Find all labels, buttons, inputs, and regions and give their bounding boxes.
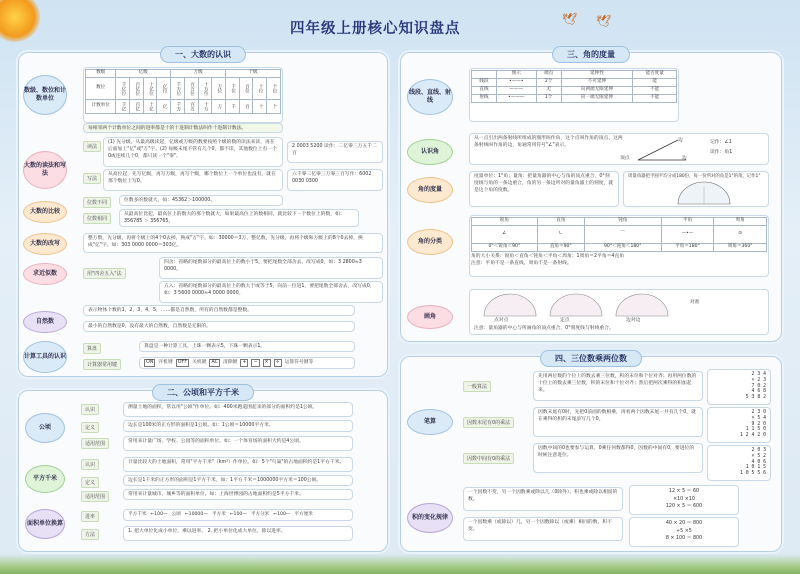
line-figure: ———: [496, 87, 536, 95]
change-example-2: [629, 517, 739, 547]
digit-cell: 百位: [239, 78, 253, 100]
off-key-label: 关机键: [192, 359, 207, 365]
compare-tag-diff: 位数不同: [83, 197, 111, 208]
abacus-tag: 算盘: [83, 343, 101, 354]
table-cell: 向一端无限延伸: [561, 95, 633, 103]
draw-angle-box: [469, 289, 769, 335]
table-cell: 能: [633, 79, 677, 87]
area-unit: 平方厘米: [294, 511, 313, 517]
digit-cell: 百万位: [184, 78, 198, 100]
digit-cell: 十位: [253, 78, 267, 100]
unit-cell: 百亿: [130, 100, 144, 114]
class-name: 锐角: [472, 218, 538, 226]
section-big-numbers: [18, 52, 388, 377]
topic-label-classify: 角的分类: [407, 229, 453, 255]
write-tag: 写法: [83, 173, 101, 184]
digit-cell: 千万位: [171, 78, 185, 100]
ac-key-label: 清除键: [223, 359, 238, 365]
natural-text-1: 表示物体个数的1，2，3，4，5，……都是自然数，所有的自然数都是整数。: [83, 305, 355, 316]
digit-cell: 百亿位: [130, 78, 144, 100]
method-text-2: 因数中间的0也要参与运算，0乘任何数都得0，因数的中间有0，要进位的时候注意进位。: [533, 443, 703, 473]
off-key: OFF: [176, 359, 189, 368]
ha-text-0: 测量土地的面积，常以用"公顷"作单位。如：400米跑道围起来的部分的面积约是1公顷。: [123, 402, 353, 417]
method-text-1: 因数末尾有0时，先把0前面的数相乘，再看两个因数末尾一共有几个0，就在乘得的积的末尾添写几个0。: [533, 407, 703, 437]
level-cell: 万级: [171, 70, 226, 78]
calc-line: 4 0 6: [751, 459, 766, 465]
topic-label-hectare: 公顷: [25, 413, 65, 443]
method-tag-0: 一般算法: [463, 381, 491, 392]
side-label: 边: [678, 138, 683, 143]
on-key-label: 开机键: [158, 359, 173, 365]
unit-cell: 百: [239, 100, 253, 114]
row-header: 数位: [86, 78, 116, 100]
bird-icon: 🕊: [596, 14, 612, 28]
topic-label-approx: 求近似数: [23, 263, 67, 285]
step-label: 点对点: [494, 318, 509, 323]
calc-line: 120 × 5 ＝ 600: [665, 504, 703, 510]
calc-line: 8 × 100 ＝ 800: [665, 536, 703, 542]
page-title: 四年级上册核心知识盘点: [290, 20, 461, 37]
ha-text-2: 常用来计量广场、学校、公园等的面积单位。如：一个体育场的面积大约是4公顷。: [123, 436, 353, 451]
topic-label-lines: 线段、直线、射线: [407, 79, 453, 115]
conversion-chain: [123, 509, 353, 521]
segment-figure: •——•: [496, 79, 536, 87]
topic-label-read-write: 大数的读法和写法: [23, 151, 67, 189]
digit-cell: 十万位: [198, 78, 212, 100]
topic-label-written: 笔算: [407, 409, 453, 435]
angle-name: 记作：∠1: [710, 140, 732, 145]
class-name: 平角: [661, 218, 714, 226]
minus-key: −: [251, 359, 259, 368]
write-rule: 从高位起，先写亿级，再写万级，再写个级，哪个数位上一个单位也没有，就在那个数位上写0。: [103, 169, 283, 191]
class-note: 注意：平角不是一条直线，周角不是一条射线。: [471, 260, 572, 266]
calc-line: 12 × 5 ＝ 60: [668, 489, 700, 494]
obtuse-angle-figure: ⌒: [584, 226, 661, 244]
ha-tag-1: 定义: [81, 422, 99, 433]
class-name: 直角: [537, 218, 584, 226]
topic-label-compare: 大数的比较: [23, 201, 67, 223]
calc-line: × 5 2: [751, 453, 766, 459]
unit-cell: 万: [212, 100, 226, 114]
digit-cell: 个位: [267, 78, 281, 100]
topic-label-angle: 认识角: [407, 139, 453, 165]
read-rule: (1) 先分级，从最高级读起，亿级或万级的数要按照个级的数的读法来读，再在后面加上"亿"或"万"字。(2) 每级末尾不管有几个0，都不读，其他数位上有一个0或连续几个0，都只读一个"零"。: [103, 137, 283, 167]
unit-cell: 十亿: [143, 100, 157, 114]
area-unit: 平方千米: [128, 511, 147, 517]
col-head: 图示: [496, 71, 536, 79]
on-key: ON: [144, 359, 155, 368]
approx-round-up: 五入：省略的尾数部分的最高位上的数大于或等于5，向前一位进1，要把尾数全部舍去，改写成0，如：3 5600 0000≈4 0000 0000。: [159, 281, 383, 303]
unit-cell: 千万: [171, 100, 185, 114]
calculator-keys: [139, 357, 355, 369]
calc-line: 9 2 0: [751, 421, 766, 427]
conversion-rate: ←100—: [150, 511, 168, 517]
angle-read: 读作：角1: [710, 150, 733, 155]
right-angle-figure: ∟: [537, 226, 584, 244]
calc-line: 5 3 8 2: [745, 395, 766, 400]
class-range: 直角＝90°: [537, 244, 584, 252]
abacus-text: 算盘是一种计算工具，上珠一颗表示5，下珠一颗表示1。: [139, 341, 355, 352]
topic-label-product-change: 积的变化规律: [407, 503, 453, 533]
table-cell: 射线: [472, 95, 497, 103]
table-cell: 不能: [633, 87, 677, 95]
digit-cell: 千亿位: [116, 78, 130, 100]
full-angle-figure: ⊙: [714, 226, 767, 244]
side-label: 边: [682, 156, 687, 161]
km-tag-0: 认识: [81, 459, 99, 470]
area-unit: 平方分米: [250, 511, 270, 517]
calc-line: 2 3 0: [751, 410, 766, 415]
change-example-1: [629, 485, 739, 515]
table-cell: 1个: [536, 95, 561, 103]
angle-classes: [469, 215, 769, 277]
times-key: ×: [263, 359, 271, 368]
operator-keys-label: 运算符号键等: [284, 359, 314, 365]
method-tag-1: 因数末尾有0的乘法: [463, 417, 514, 428]
topic-label-units: 数级、数位和计数单位: [23, 75, 67, 115]
measure-text: 度量单位：1°角；量角：把量角器的中心与角的顶点重合，0°刻度线与角的一条边重合，角的另一条边所对的量角器上的刻度，就是这个角的度数。: [469, 171, 619, 207]
calc-line: ×10 ×10: [673, 496, 695, 502]
level-cell: 亿级: [116, 70, 171, 78]
km-text-2: 常用来计量城市、城乡等的面积单位。如：上海世博园的占地面积约是5平方千米。: [123, 489, 353, 500]
class-range: 平角＝180°: [661, 244, 714, 252]
conversion-rate: ←100—: [273, 511, 291, 517]
table-cell: 向两端无限延伸: [561, 87, 633, 95]
plus-key: +: [240, 359, 248, 368]
ac-key: AC: [209, 359, 220, 368]
natural-text-2: 最小的自然数是0，没有最大的自然数，自然数是无限的。: [83, 321, 355, 332]
approx-round-down: 四舍：省略的尾数部分的最高位上的数小于5，要把尾数全部舍去，改写成0，如：3 2800≈3 0000。: [159, 257, 383, 279]
divide-key: ÷: [274, 359, 282, 368]
conv-tag-method: 方法: [81, 529, 99, 540]
area-unit: 公顷: [171, 511, 181, 517]
method-tag-2: 因数中间有0的乘法: [463, 453, 514, 464]
section-title: 四、三位数乘两位数: [540, 350, 642, 367]
calc-line: × 2 3: [751, 377, 766, 383]
ha-text-1: 边长是100米的正方形的面积是1公顷。如：1公顷＝10000平方米。: [123, 420, 353, 432]
example-1: [707, 369, 771, 405]
protractor-note: 周量角器把半圆平均分成180份，每一份所对的角是1°的角，记作1°: [628, 174, 761, 179]
topic-label-rewrite: 大数的改写: [23, 233, 67, 255]
col-head: 能否度量: [633, 71, 677, 79]
read-example: 2 0003 5200 读作：二亿零三万五千二百: [287, 141, 383, 163]
unit-cell: 十万: [198, 100, 212, 114]
conv-tag-rate: 进率: [81, 511, 99, 522]
compare-rule-diff: 位数多的数就大，如：45362＞100000。: [119, 195, 283, 206]
calc-line: 1 0 1 5: [745, 465, 766, 471]
calc-line: 40 × 20 ＝ 800: [665, 521, 703, 526]
compare-tag-same: 位数相同: [83, 213, 111, 224]
read-tag: 读法: [83, 141, 101, 152]
protractor-icon: [674, 180, 734, 206]
calc-line: 1 2 4 2 0: [740, 433, 766, 438]
calc-line: ÷5 ×5: [676, 528, 692, 534]
rate-note: 每相邻两个计数单位之间的进率都是十的十进制计数法叫作十进制计数法。: [83, 123, 283, 133]
class-range: 0°＜锐角＜90°: [472, 244, 538, 252]
table-cell: 不可延伸: [561, 79, 633, 87]
section-angle-measure: [400, 52, 782, 342]
compare-rule-same: 从最高位比起，最高位上的数大的那个数就大，如果最高位上的数相同，就比较下一个数位上的数，如：356785 ＞ 356765。: [119, 209, 359, 227]
table-cell: 不能: [633, 95, 677, 103]
ha-tag-0: 认识: [81, 404, 99, 415]
change-rule-1: 一个因数不变，另一个因数乘或除以几（0除外），积也乘或除以相同的数。: [463, 487, 623, 511]
approx-tag: 用"四舍五入"法: [83, 268, 126, 279]
table-cell: 2个: [536, 79, 561, 87]
draw-note: 注意：量角器的中心与所画角的顶点重合，0°刻度线与射线重合。: [474, 326, 614, 331]
calc-line: × 5 4: [751, 415, 766, 421]
digit-cell: 十亿位: [143, 78, 157, 100]
vertex-label: 顶点: [620, 156, 630, 161]
step-label: 对准: [690, 300, 700, 305]
section-title: 一、大数的认识: [160, 46, 246, 63]
km-tag-1: 定义: [81, 477, 99, 488]
place-value-table: [83, 67, 283, 123]
table-cell: 直线: [472, 87, 497, 95]
calc-line: 1 0 5 5 6: [740, 471, 766, 476]
calc-line: 4 6 8: [751, 389, 766, 395]
example-2: [707, 407, 771, 443]
topic-label-conversion: 面积单位换算: [25, 509, 65, 539]
angle-definition: [469, 133, 769, 165]
example-3: [707, 445, 771, 481]
class-relation: 角的大小关系：锐角＜直角＜钝角＜平角＜周角；1周角＝2平角＝4直角: [471, 254, 625, 259]
row-header: 数级: [86, 70, 116, 78]
write-example: 六千零二亿零三万零三百写作：6002 0030 0300: [287, 169, 383, 191]
digit-cell: 千位: [226, 78, 240, 100]
calculator-tag: 计算器常用键: [83, 359, 121, 370]
km-text-1: 边长是1千米的正方形的面积是1平方千米。如：1平方千米＝1000000平方米＝100公顷。: [123, 475, 353, 486]
sun-decoration: [0, 0, 40, 42]
unit-cell: 百万: [184, 100, 198, 114]
section-area-units: [18, 390, 388, 552]
method-text-0: 先用两位数的个位上的数去乘三位数，积的末位和个位对齐；再用两位数的十位上的数去乘三位数，积的末位和十位对齐；然后把两次乘得的积加起来。: [533, 371, 703, 401]
section-title: 三、角的度量: [552, 46, 630, 63]
topic-label-natural: 自然数: [23, 311, 67, 333]
lines-table: [469, 68, 679, 122]
topic-label-draw: 画角: [407, 305, 453, 329]
section-multiplication: [400, 356, 782, 552]
col-head: 延伸性: [561, 71, 633, 79]
row-header: 计数单位: [86, 100, 116, 114]
class-name: 周角: [714, 218, 767, 226]
calc-line: 2 0 3: [751, 448, 766, 453]
digit-cell: 万位: [212, 78, 226, 100]
unit-cell: 亿: [157, 100, 171, 114]
conversion-rate: ←10000—: [184, 511, 208, 517]
grass-decoration: [0, 554, 800, 574]
km-tag-2: 适用范围: [81, 491, 109, 502]
straight-angle-figure: —•—: [661, 226, 714, 244]
calc-line: 1 1 5 0: [745, 427, 766, 433]
section-title: 二、公顷和平方千米: [152, 384, 254, 401]
conversion-method: 1. 把大单位化成小单位，乘以进率。 2. 把小单位化成大单位，除以进率。: [123, 526, 353, 541]
protractor-box: [623, 171, 769, 207]
topic-label-measure: 角的度量: [407, 177, 453, 203]
bird-icon: 🕊: [562, 12, 578, 26]
acute-angle-figure: ∠: [472, 226, 538, 244]
ray-figure: •———: [496, 95, 536, 103]
unit-cell: 个: [267, 100, 281, 114]
class-range: 周角＝360°: [714, 244, 767, 252]
class-name: 钝角: [584, 218, 661, 226]
conversion-rate: ←100—: [229, 511, 247, 517]
angle-text: 从一点引出两条射线所组成的图形叫作角，这个点叫作角的顶点，这两条射线叫作角的边，角通常用符号"∠"表示。: [474, 136, 623, 148]
step-label: 定点: [560, 318, 570, 323]
col-head: 端点: [536, 71, 561, 79]
topic-label-sq-km: 平方千米: [25, 465, 65, 493]
calc-line: 7 0 2: [751, 383, 766, 389]
km-text-0: 计量比较大的土地面积，常用"平方千米"（km²）作单位。如：5个"鸟巢"的占地面积约是1平方千米。: [123, 457, 353, 472]
calc-line: 2 3 4: [751, 372, 766, 377]
digit-cell: 亿位: [157, 78, 171, 100]
change-rule-2: 一个因数乘（或除以）几，另一个因数除以（或乘）相同的数，积不变。: [463, 517, 623, 541]
unit-cell: 千: [226, 100, 240, 114]
level-cell: 个级: [226, 70, 281, 78]
unit-cell: 十: [253, 100, 267, 114]
unit-cell: 千亿: [116, 100, 130, 114]
protractor-steps-icon: [480, 292, 680, 318]
table-cell: 线段: [472, 79, 497, 87]
table-cell: 无: [536, 87, 561, 95]
rewrite-rule: 整万数，先分级，再将个级上的4个0去掉，换成"万"字。如：30000＝3万。整亿数，先分级，再将个级和万级上的8个0去掉，换成"亿"字。如：303 0000 0000＝303亿。: [83, 233, 383, 253]
topic-label-calc-tools: 计算工具的认识: [23, 341, 67, 373]
ha-tag-2: 适用范围: [81, 438, 109, 449]
class-range: 90°＜钝角＜180°: [584, 244, 661, 252]
area-unit: 平方米: [211, 511, 226, 517]
step-label: 边对边: [626, 318, 641, 323]
